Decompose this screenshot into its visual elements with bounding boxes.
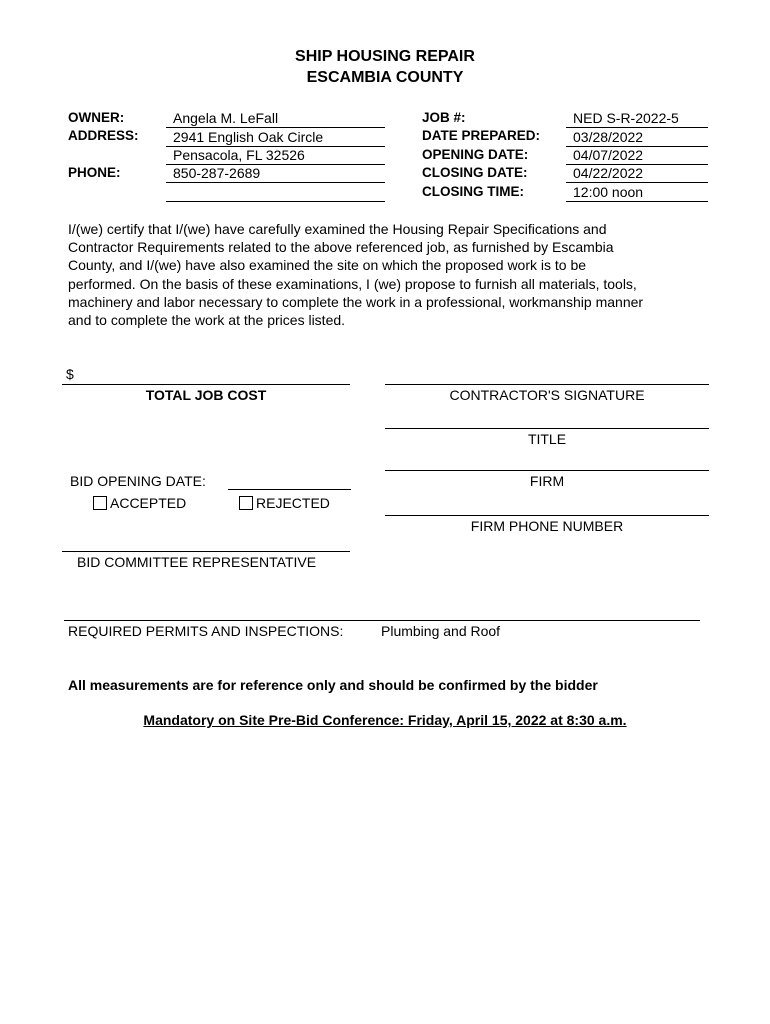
job-number-label: JOB #: <box>422 110 466 125</box>
certification-line: I/(we) certify that I/(we) have carefully examined the Housing Repair Specifications and <box>68 221 607 237</box>
job-number-value: NED S-R-2022-5 <box>573 110 679 126</box>
firm-phone-line[interactable] <box>385 515 709 516</box>
title-line[interactable] <box>385 428 709 429</box>
address-line1-value: 2941 English Oak Circle <box>173 129 324 145</box>
owner-name-underline <box>166 127 385 128</box>
closing-time-value: 12:00 noon <box>573 184 644 200</box>
job-number-underline <box>566 127 708 128</box>
measurements-note: All measurements are for reference only and should be confirmed by the bidder <box>68 677 598 693</box>
phone-label: PHONE: <box>68 165 121 180</box>
contractor-signature-line[interactable] <box>385 384 709 385</box>
opening-date-value: 04/07/2022 <box>573 147 644 163</box>
firm-label: FIRM <box>529 473 565 489</box>
owner-label: OWNER: <box>68 110 125 125</box>
closing-date-underline <box>566 182 708 183</box>
accepted-option[interactable] <box>93 495 186 511</box>
document-title-line1: SHIP HOUSING REPAIR <box>295 48 475 65</box>
rejected-checkbox[interactable] <box>239 496 253 510</box>
phone-value: 850-287-2689 <box>173 165 261 181</box>
closing-date-label: CLOSING DATE: <box>422 165 528 180</box>
rejected-option[interactable] <box>239 495 330 511</box>
accepted-checkbox[interactable] <box>93 496 107 510</box>
total-job-cost-label: TOTAL JOB COST <box>145 387 267 403</box>
bid-opening-date-line[interactable] <box>228 489 351 490</box>
blank-underline <box>166 201 385 202</box>
certification-line: and to complete the work at the prices listed. <box>68 312 346 329</box>
certification-line: performed. On the basis of these examinations, I (we) propose to furnish all materials, tools, <box>68 275 637 292</box>
owner-name-value: Angela M. LeFall <box>173 110 279 126</box>
address-line2-value: Pensacola, FL 32526 <box>173 147 305 163</box>
date-prepared-label: DATE PREPARED: <box>422 128 541 143</box>
document-title-line2: ESCAMBIA COUNTY <box>306 69 464 86</box>
firm-phone-label: FIRM PHONE NUMBER <box>470 518 624 534</box>
certification-line: County, and I/(we) have also examined the site on which the proposed work is to be <box>68 257 587 274</box>
rejected-label: REJECTED <box>256 495 330 511</box>
bid-committee-label: BID COMMITTEE REPRESENTATIVE <box>77 554 317 570</box>
currency-symbol: $ <box>66 366 74 382</box>
certification-paragraph <box>68 220 708 329</box>
title-label: TITLE <box>527 431 567 447</box>
closing-time-underline <box>566 201 708 202</box>
pre-bid-conference-note: Mandatory on Site Pre-Bid Conference: Friday, April 15, 2022 at 8:30 a.m. <box>143 712 627 728</box>
permits-value: Plumbing and Roof <box>381 623 501 639</box>
certification-line: Contractor Requirements related to the above referenced job, as furnished by Escambia <box>68 239 614 256</box>
certification-line: machinery and labor necessary to complete the work in a professional, workmanship manner <box>68 293 644 310</box>
date-prepared-value: 03/28/2022 <box>573 129 644 145</box>
total-job-cost-line[interactable] <box>62 384 350 385</box>
closing-date-value: 04/22/2022 <box>573 165 644 181</box>
permits-label: REQUIRED PERMITS AND INSPECTIONS: <box>68 623 344 639</box>
accepted-label: ACCEPTED <box>110 495 187 511</box>
firm-line[interactable] <box>385 470 709 471</box>
address-label: ADDRESS: <box>68 128 139 143</box>
permits-line <box>64 620 700 621</box>
closing-time-label: CLOSING TIME: <box>422 184 524 199</box>
contractor-signature-label: CONTRACTOR'S SIGNATURE <box>449 387 645 403</box>
bid-committee-line[interactable] <box>62 551 350 552</box>
opening-date-label: OPENING DATE: <box>422 147 529 162</box>
phone-underline <box>166 182 385 183</box>
bid-opening-date-label: BID OPENING DATE: <box>70 473 206 489</box>
